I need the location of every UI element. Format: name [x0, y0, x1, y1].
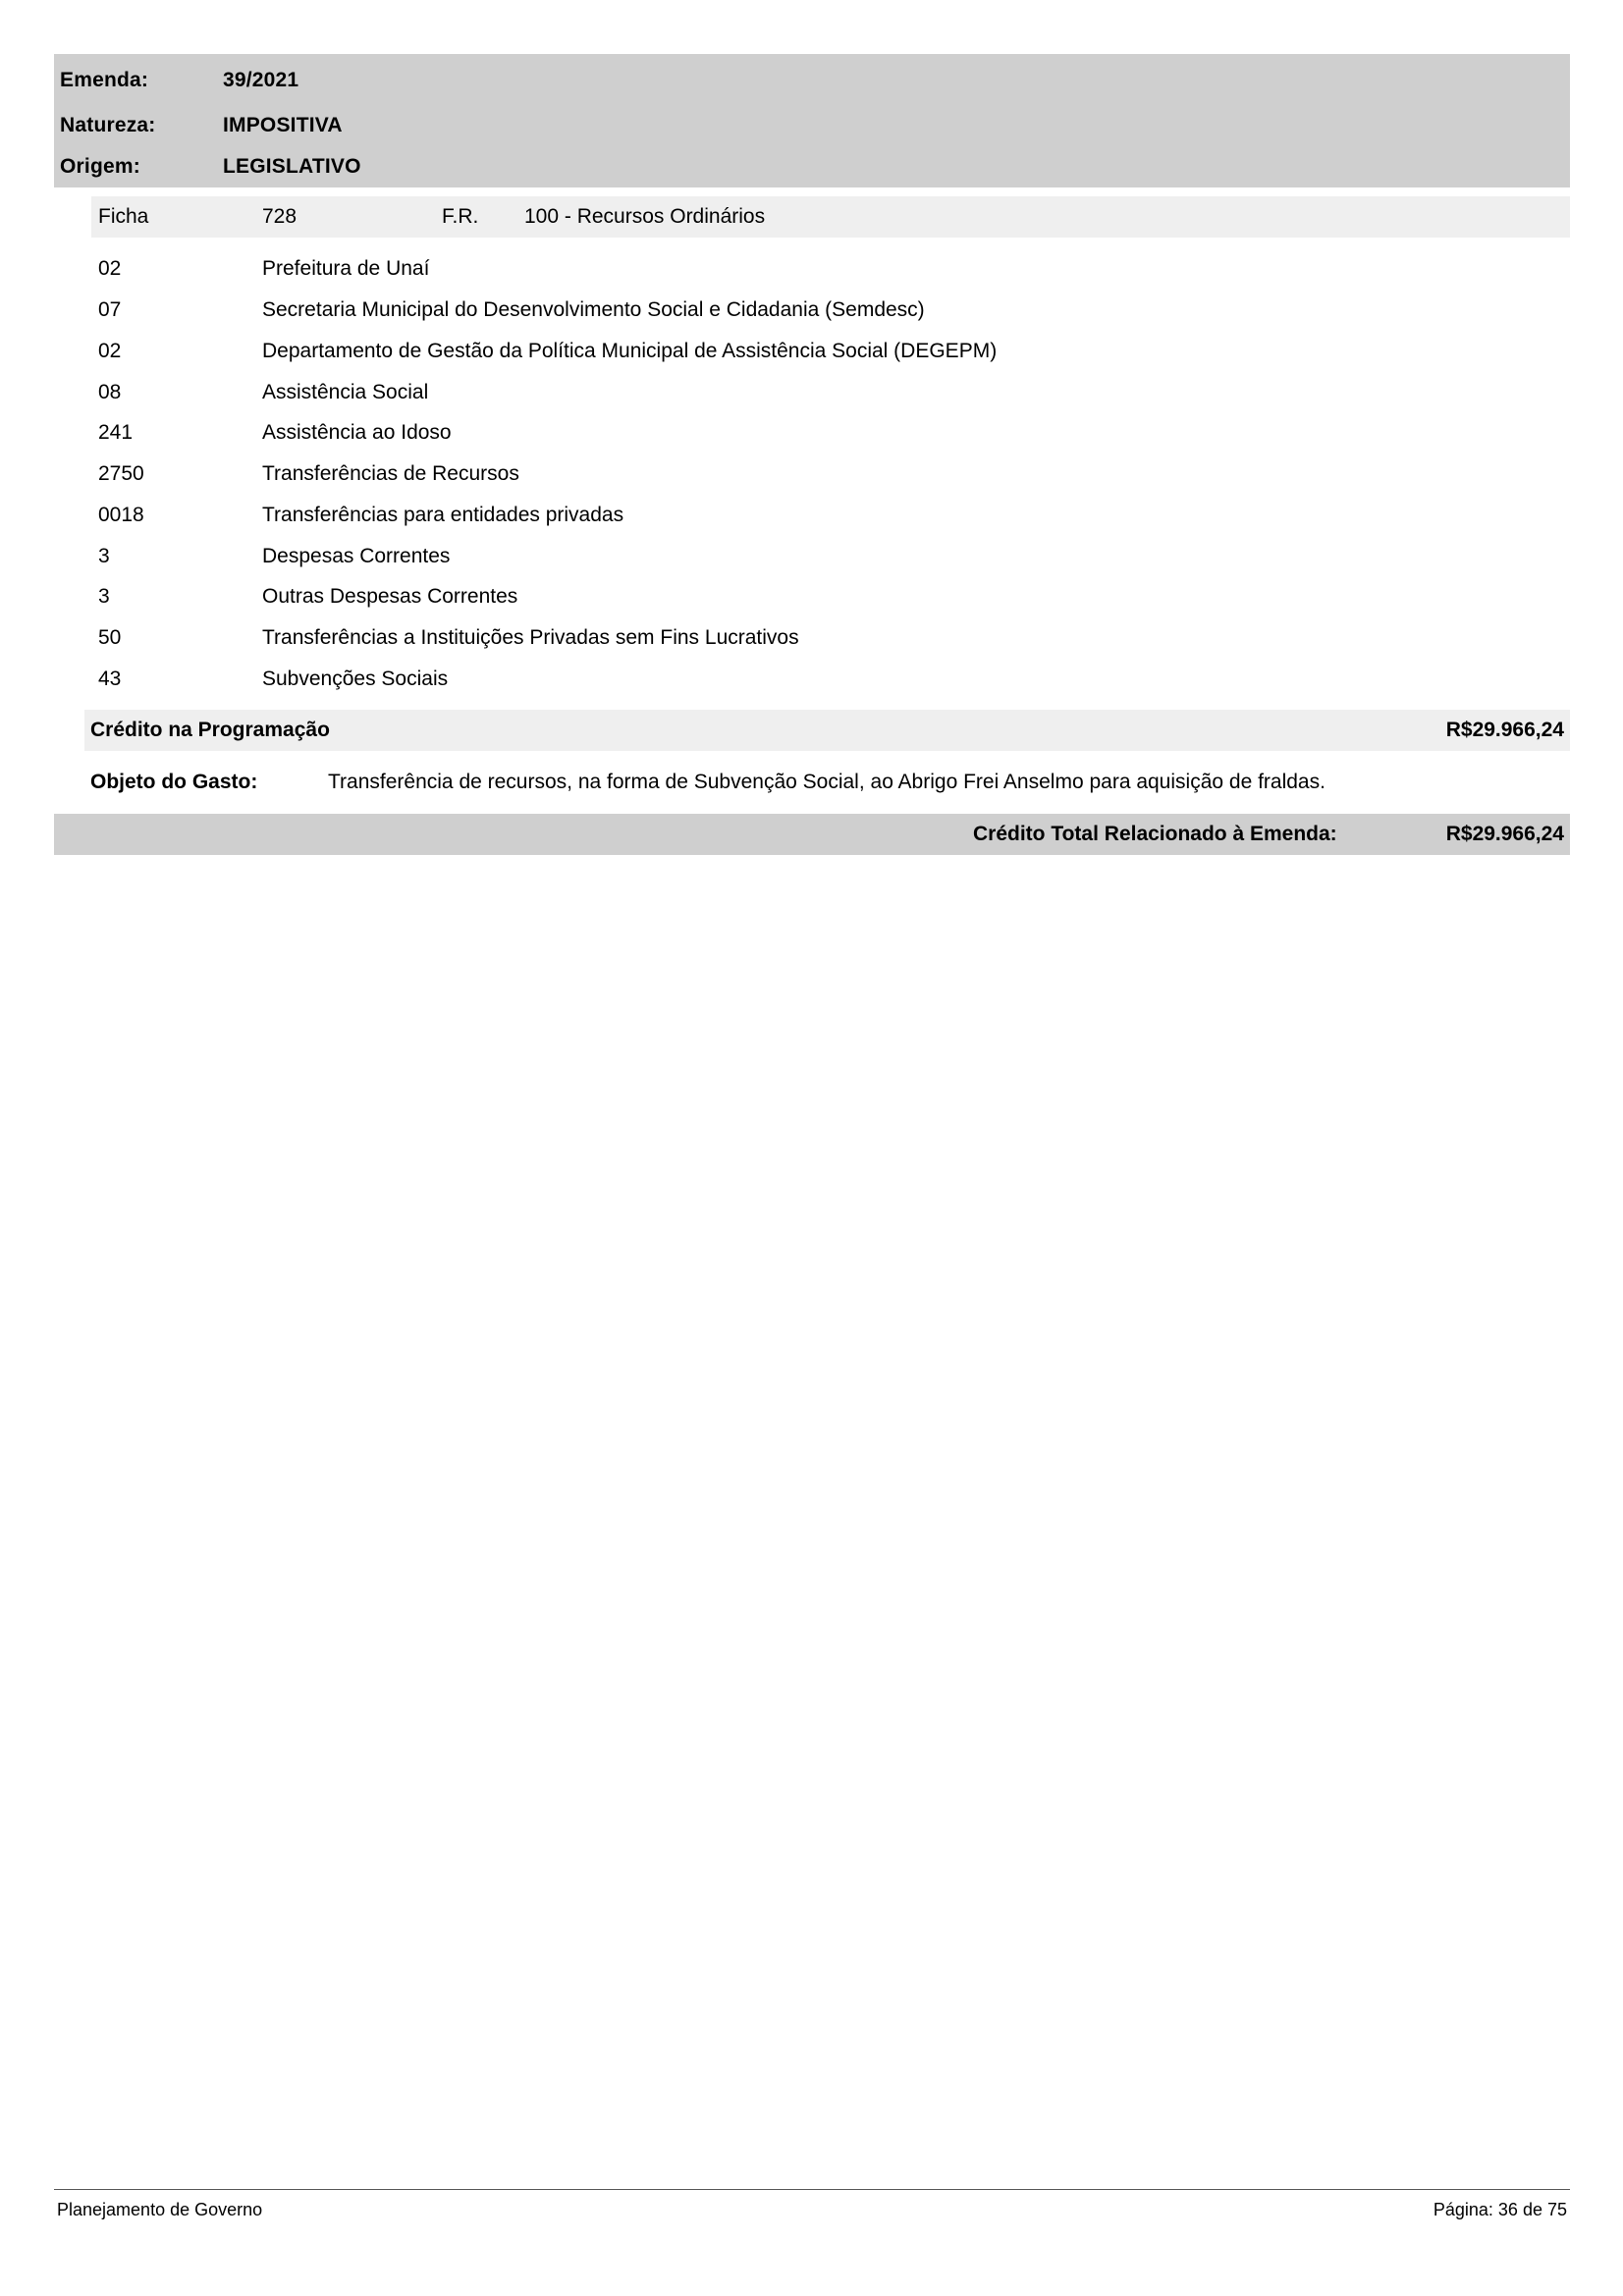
class-code: 2750	[98, 462, 144, 485]
list-item	[98, 501, 1551, 530]
origem-label: Origem:	[60, 155, 140, 178]
emenda-header	[54, 54, 1570, 187]
class-code: 241	[98, 421, 134, 444]
ficha-bar	[91, 196, 1570, 238]
class-code: 02	[98, 340, 122, 362]
list-item	[98, 665, 1551, 694]
class-code: 50	[98, 626, 122, 649]
list-item	[98, 378, 1551, 407]
page-number: Página: 36 de 75	[1433, 2200, 1567, 2219]
class-description: Assistência Social	[262, 381, 429, 403]
class-code: 08	[98, 381, 122, 403]
class-description: Transferências a Instituições Privadas sem Fins Lucrativos	[262, 626, 799, 649]
list-item	[98, 295, 1551, 325]
class-code: 07	[98, 298, 122, 321]
list-item	[98, 418, 1551, 448]
fr-label: F.R.	[442, 205, 479, 228]
total-label: Crédito Total Relacionado à Emenda:	[973, 823, 1337, 845]
objeto-gasto	[90, 767, 1563, 798]
list-item	[98, 337, 1551, 366]
class-description: Transferências de Recursos	[262, 462, 519, 485]
class-code: 0018	[98, 504, 144, 526]
list-item	[98, 542, 1551, 571]
class-code: 3	[98, 545, 110, 567]
list-item	[98, 459, 1551, 489]
natureza-value: IMPOSITIVA	[223, 114, 343, 136]
list-item	[98, 582, 1551, 612]
credito-value: R$29.966,24	[1445, 719, 1564, 741]
natureza-label: Natureza:	[60, 114, 156, 136]
class-code: 02	[98, 257, 122, 280]
class-description: Prefeitura de Unaí	[262, 257, 430, 280]
credito-label: Crédito na Programação	[90, 719, 330, 741]
credito-total-bar	[54, 814, 1570, 855]
list-item	[98, 623, 1551, 653]
class-description: Assistência ao Idoso	[262, 421, 452, 444]
list-item	[98, 254, 1551, 284]
objeto-value: Transferência de recursos, na forma de Subvenção Social, ao Abrigo Frei Anselmo para aquisição de fraldas.	[328, 771, 1325, 793]
class-description: Subvenções Sociais	[262, 667, 449, 690]
ficha-label: Ficha	[98, 205, 149, 228]
class-description: Outras Despesas Correntes	[262, 585, 518, 608]
class-description: Secretaria Municipal do Desenvolvimento Social e Cidadania (Semdesc)	[262, 298, 925, 321]
emenda-value: 39/2021	[223, 69, 299, 91]
class-code: 3	[98, 585, 110, 608]
class-description: Despesas Correntes	[262, 545, 451, 567]
ficha-number: 728	[262, 205, 298, 228]
class-code: 43	[98, 667, 122, 690]
objeto-label: Objeto do Gasto:	[90, 771, 258, 793]
class-description: Transferências para entidades privadas	[262, 504, 624, 526]
footer-left: Planejamento de Governo	[57, 2200, 263, 2219]
footer-divider	[54, 2189, 1570, 2190]
credito-programacao-bar	[84, 710, 1570, 751]
emenda-label: Emenda:	[60, 69, 149, 91]
total-value: R$29.966,24	[1445, 823, 1564, 845]
fr-value: 100 - Recursos Ordinários	[524, 205, 766, 228]
origem-value: LEGISLATIVO	[223, 155, 361, 178]
class-description: Departamento de Gestão da Política Municipal de Assistência Social (DEGEPM)	[262, 340, 998, 362]
